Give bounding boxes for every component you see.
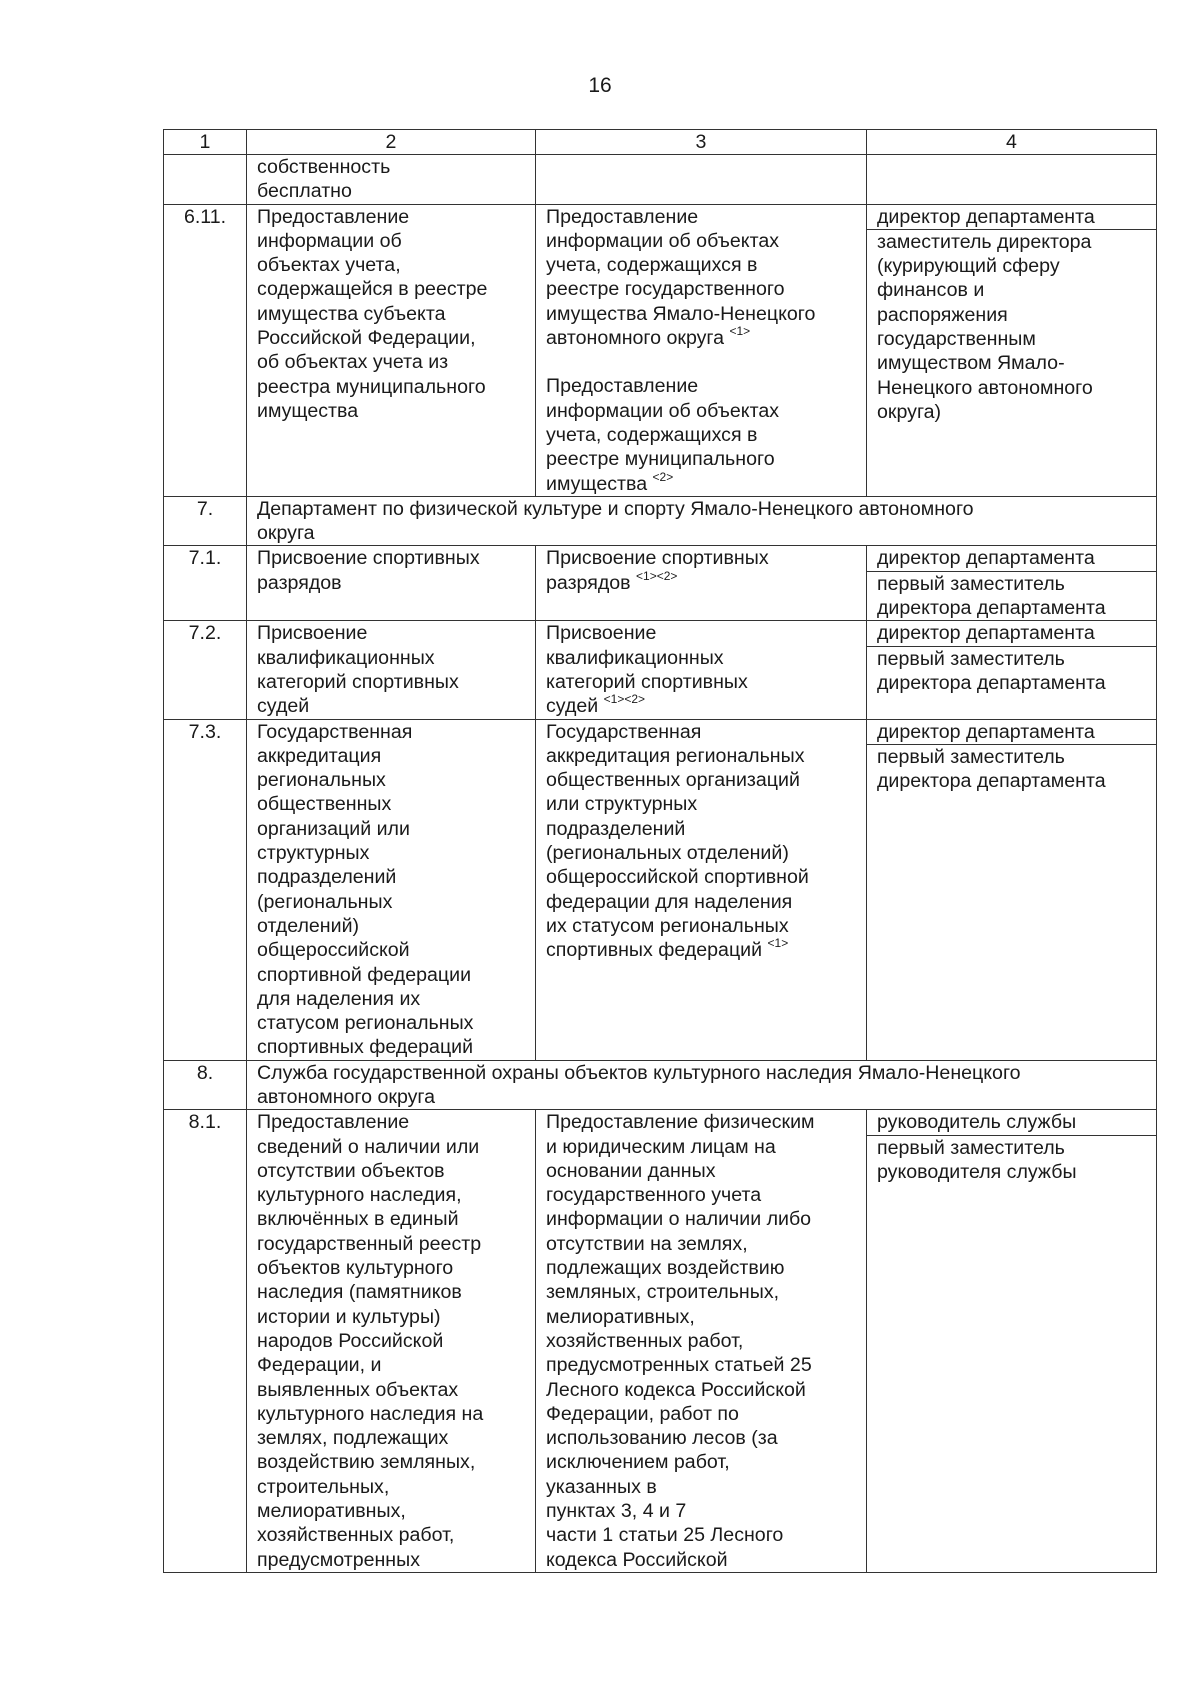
section-number-cell: 7.: [164, 496, 247, 546]
table-row: [164, 719, 1157, 1060]
service-name-cell: Присвоение квалификационных категорий спортивных судей: [247, 621, 536, 719]
footnote-marker: <1>: [729, 324, 751, 339]
responsible-official-cell: [867, 204, 1157, 496]
section-title-cell: Служба государственной охраны объектов культурного наследия Ямало-Ненецкого автономного округа: [247, 1060, 1157, 1110]
authorities-table: [163, 129, 1157, 1573]
official-deputy: первый заместитель руководителя службы: [877, 1136, 1077, 1183]
official-deputy: заместитель директора (курирующий сферу финансов и распоряжения государственным имуществом Ямало- Ненецкого автономного округа): [877, 230, 1093, 423]
service-name-cell: собственность бесплатно: [247, 155, 536, 205]
section-row: [164, 1060, 1157, 1110]
service-name-cell: Присвоение спортивных разрядов: [247, 546, 536, 621]
official-primary: директор департамента: [867, 546, 1156, 571]
service-content-cell: [536, 204, 867, 496]
section-title-cell: Департамент по физической культуре и спорту Ямало-Ненецкого автономного округа: [247, 496, 1157, 546]
service-content-cell: [536, 546, 867, 621]
responsible-official-cell: [867, 621, 1157, 719]
service-name-cell: Государственная аккредитация региональных общественных организаций или структурных подразделений (региональных отделений) общероссийской спортивной федерации для наделения их статусом региональных спортивных федераций: [247, 719, 536, 1060]
service-content-cell: [536, 719, 867, 1060]
official-deputy: первый заместитель директора департамента: [877, 572, 1106, 620]
footnote-marker: <2>: [652, 469, 674, 484]
section-number-cell: 8.: [164, 1060, 247, 1110]
responsible-official-cell: [867, 155, 1157, 205]
section-row: [164, 496, 1157, 546]
official-primary: директор департамента: [867, 720, 1156, 745]
header-cell: 2: [247, 130, 536, 155]
table-row: [164, 155, 1157, 205]
row-number-cell: 7.1.: [164, 546, 247, 621]
official-primary: руководитель службы: [867, 1110, 1156, 1135]
service-content-text: Присвоение спортивных разрядов: [546, 547, 769, 594]
table-row: [164, 621, 1157, 719]
responsible-official-cell: [867, 719, 1157, 1060]
service-content-paragraph: [546, 374, 856, 495]
table-row: [164, 546, 1157, 621]
page-number: 16: [588, 74, 612, 97]
row-number-cell: 7.3.: [164, 719, 247, 1060]
responsible-official-cell: [867, 1110, 1157, 1573]
row-number-cell: 7.2.: [164, 621, 247, 719]
table-header-row: [164, 130, 1157, 155]
row-number-cell: 8.1.: [164, 1110, 247, 1573]
official-primary: директор департамента: [867, 621, 1156, 646]
row-number-cell: 6.11.: [164, 204, 247, 496]
official-deputy: первый заместитель директора департамента: [877, 745, 1106, 793]
footnote-marker: <1>: [767, 936, 789, 951]
service-content-text: Предоставление информации об объектах учета, содержащихся в реестре государственного имущества Ямало-Ненецкого автономного округа: [546, 205, 816, 350]
header-cell: 4: [867, 130, 1157, 155]
service-content-cell: [536, 155, 867, 205]
service-name-cell: Предоставление сведений о наличии или отсутствии объектов культурного наследия, включённых в единый государственный реестр объектов культурного наследия (памятников истории и культуры) народов Российской Федерации, и выявленных объектах культурного наследия на землях, подлежащих воздействию земляных, строительных, мелиоративных, хозяйственных работ, предусмотренных: [247, 1110, 536, 1573]
service-content-text: Предоставление информации об объектах учета, содержащихся в реестре муниципального имущества: [546, 375, 780, 495]
service-content-cell: Предоставление физическим и юридическим лицам на основании данных государственного учета информации о наличии либо отсутствии на землях, подлежащих воздействию земляных, строительных, мелиоративных, хозяйственных работ, предусмотренных статьей 25 Лесного кодекса Российской Федерации, работ по использованию лесов (за исключением работ, указанных в пунктах 3, 4 и 7 части 1 статьи 25 Лесного кодекса Российской: [536, 1110, 867, 1573]
footnote-marker: <1><2>: [636, 568, 678, 583]
official-deputy: первый заместитель директора департамента: [877, 647, 1106, 694]
service-name-cell: Предоставление информации об объектах учета, содержащейся в реестре имущества субъекта Российской Федерации, об объектах учета из реестра муниципального имущества: [247, 204, 536, 496]
header-cell: 3: [536, 130, 867, 155]
table-row: [164, 1110, 1157, 1573]
responsible-official-cell: [867, 546, 1157, 621]
service-content-text: Присвоение квалификационных категорий спортивных судей: [546, 622, 748, 718]
row-number-cell: [164, 155, 247, 205]
service-content-text: Государственная аккредитация региональных общественных организаций или структурных подразделений (региональных отделений) общероссийской спортивной федерации для наделения их статусом региональных спортивных федераций: [546, 720, 809, 962]
footnote-marker: <1><2>: [603, 692, 646, 707]
header-cell: 1: [164, 130, 247, 155]
service-content-cell: [536, 621, 867, 719]
official-primary: директор департамента: [867, 205, 1156, 230]
table-row: [164, 204, 1157, 496]
